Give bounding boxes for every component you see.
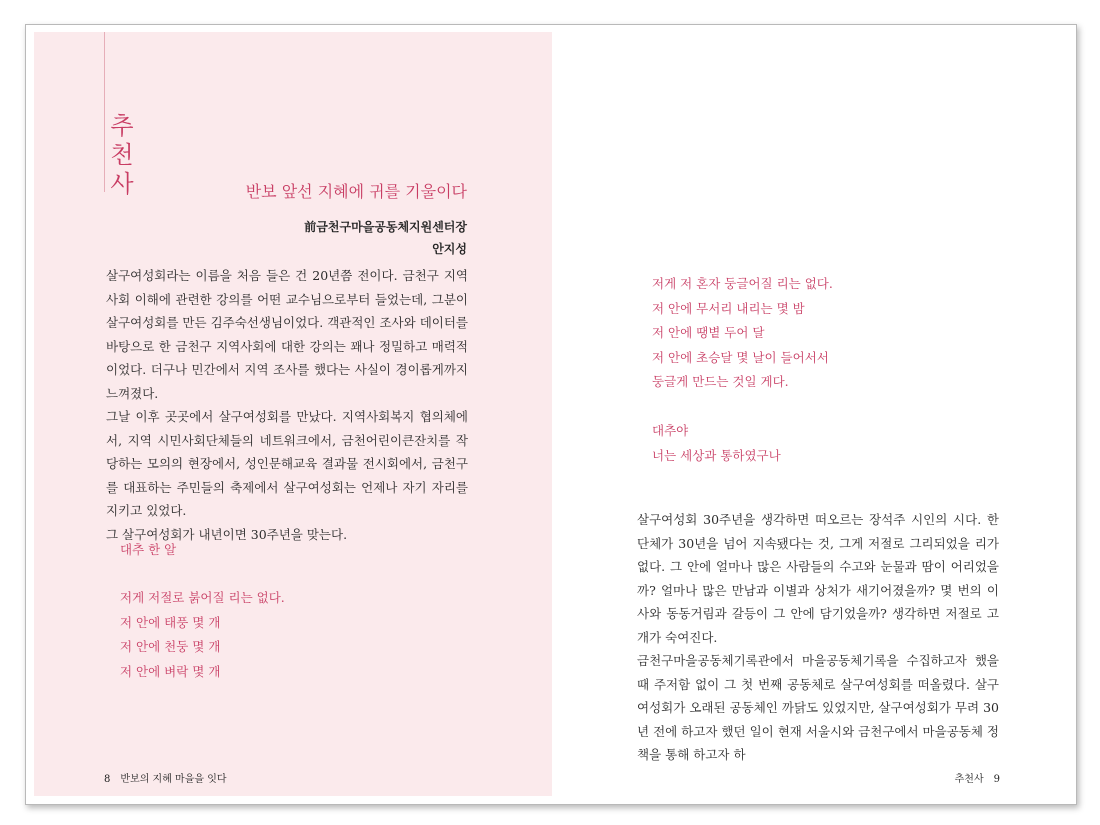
paragraph: 살구여성회 30주년을 생각하면 떠오르는 장석주 시인의 시다. 한 단체가 30년을 넘어 지속됐다는 것, 그게 저절로 그리되었을 리가 없다. 그 안에 얼마나 많은 사람들의 수고와 눈물과 땀이 어리었을까? 얼마나 많은 만남과 이별과 상처가 새기어졌을까? 몇 번의 이사와 동동거림과 갈등이 그 안에 담기었을까? 생각하면 저절로 고개가 숙여진다. — [637, 512, 999, 645]
poem-line: 저 안에 초승달 몇 날이 들어서서 — [652, 349, 829, 365]
right-folio — [955, 770, 1000, 785]
poem-title-line: 대추 한 알 — [120, 542, 177, 557]
book-spread — [25, 24, 1077, 805]
poem-line: 저 안에 태풍 몇 개 — [120, 614, 221, 630]
poem-line: 너는 세상과 통하였구나 — [652, 447, 781, 463]
right-page — [552, 32, 1068, 796]
left-page — [34, 32, 552, 796]
paragraph: 금천구마을공동체기록관에서 마을공동체기록을 수집하고자 했을 때 주저함 없이 그 첫 번째 공동체로 살구여성회를 떠올렸다. 살구여성회가 오래된 공동체인 까닭도 있었지만, 살구여성회가 무려 30년 전에 하고자 했던 일이 현재 서울시와 금천구에서 마을공동체 정책을 통해 하고자 하 — [637, 653, 999, 762]
paragraph: 살구여성회라는 이름을 처음 들은 건 20년쯤 전이다. 금천구 지역사회 이해에 관련한 강의를 어떤 교수님으로부터 들었는데, 그분이 살구여성회를 만든 김주숙선생님이었다. 객관적인 조사와 데이터를 바탕으로 한 금천구 지역사회에 대한 강의는 꽤나 정밀하고 매력적이었다. 더구나 민간에서 지역 조사를 했다는 사실이 경이롭게까지 느껴졌다. — [106, 268, 468, 401]
right-body-text — [637, 508, 999, 767]
running-head: 반보의 지혜 마을을 잇다 — [120, 774, 227, 785]
poem-line: 저 안에 무서리 내리는 몇 밤 — [652, 300, 805, 316]
poem-blank-line — [652, 395, 833, 420]
right-poem — [652, 272, 833, 468]
title-rule — [104, 32, 105, 192]
page-number: 9 — [993, 774, 1000, 785]
poem-line: 저 안에 천둥 몇 개 — [120, 639, 221, 654]
paragraph: 그날 이후 곳곳에서 살구여성회를 만났다. 지역사회복지 협의체에서, 지역 시민사회단체들의 네트워크에서, 금천어린이큰잔치를 작당하는 모의의 현장에서, 성인문해교육 결과물 전시회에서, 금천구를 대표하는 주민들의 축제에서 살구여성회는 언제나 자기 자리를 지키고 있었다. — [106, 409, 468, 518]
page-number: 8 — [104, 774, 111, 785]
chapter-title-char: 천 — [110, 141, 134, 169]
poem-line: 저 안에 땡볕 두어 달 — [652, 325, 765, 340]
left-body-text — [106, 264, 468, 546]
chapter-title-char: 추 — [110, 112, 134, 140]
poem-line: 대추야 — [652, 423, 689, 438]
poem-line: 둥글게 만드는 것일 게다. — [652, 374, 789, 389]
paragraph: 그 살구여성회가 내년이면 30주년을 맞는다. — [106, 526, 348, 542]
chapter-title — [108, 112, 136, 199]
poem-line: 저게 저 혼자 둥글어질 리는 없다. — [652, 276, 833, 291]
left-folio — [104, 770, 227, 785]
author-name: 안지성 — [432, 242, 467, 256]
chapter-subtitle: 반보 앞선 지혜에 귀를 기울이다 — [245, 182, 467, 201]
poem-title — [120, 538, 176, 563]
left-poem — [120, 586, 285, 684]
poem-line: 저 안에 벼락 몇 개 — [120, 663, 221, 679]
running-head: 추천사 — [954, 774, 984, 785]
author-affiliation: 前금천구마을공동체지원센터장 — [304, 220, 467, 234]
poem-line: 저게 저절로 붉어질 리는 없다. — [120, 590, 285, 605]
chapter-title-char: 사 — [110, 170, 134, 198]
